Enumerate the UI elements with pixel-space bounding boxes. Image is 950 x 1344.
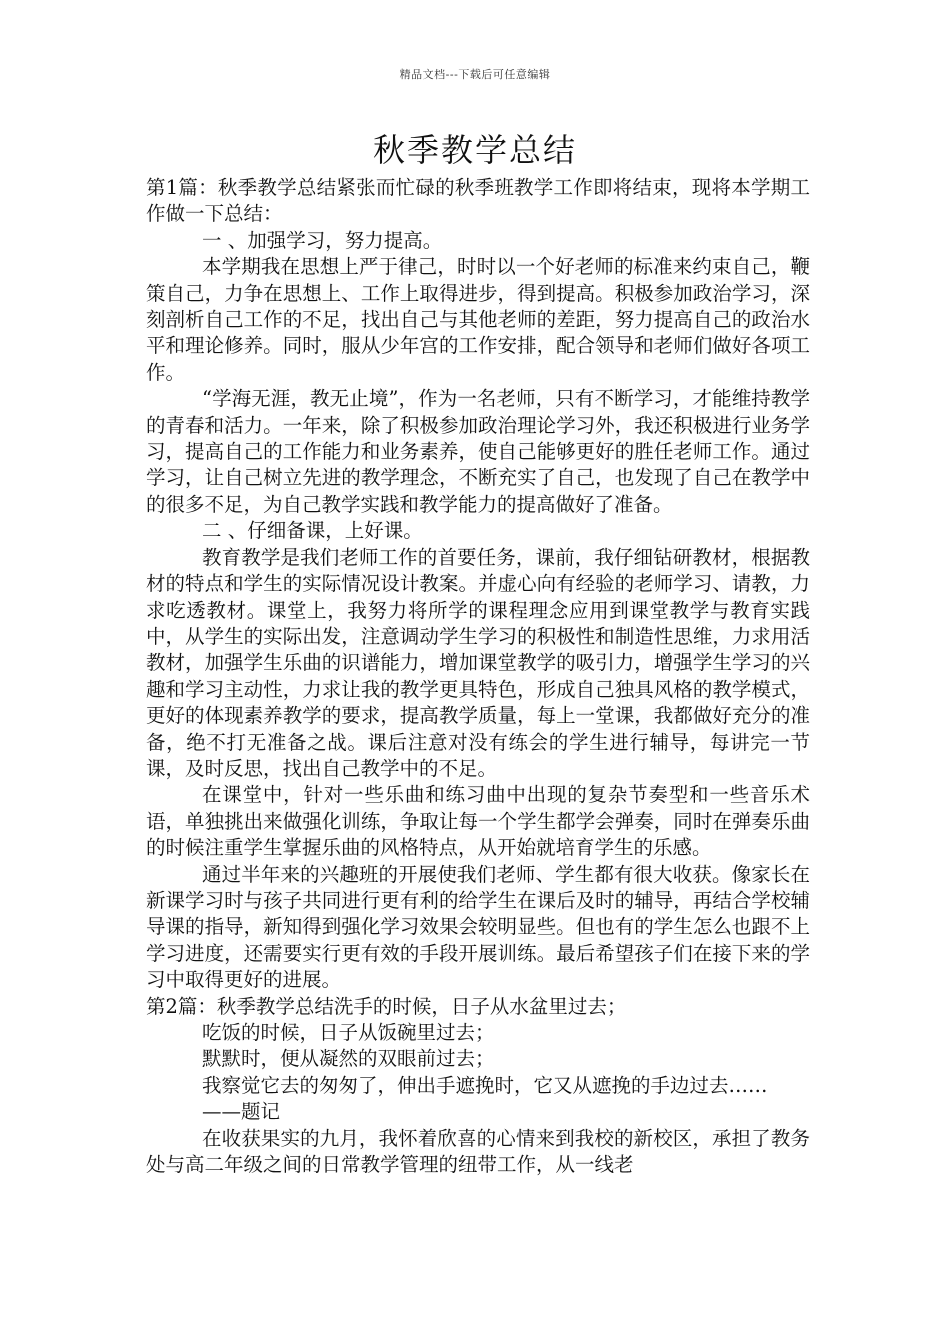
section-heading: 一 、加强学习，努力提高。 xyxy=(202,228,443,252)
paragraph: 通过半年来的兴趣班的开展使我们老师、学生都有很大收获。像家长在新课学习时与孩子共同进行更有利的给学生在课后及时的辅导，再结合学校辅导课的指导，新知得到强化学习效果会较明显些。但也有的学生怎么也跟不上学习进度，还需要实行更有效的手段开展训练。最后希望孩子们在接下来的学习中取得更好的进展。 xyxy=(146,862,810,992)
paragraph: 吃饭的时候，日子从饭碗里过去； xyxy=(202,1021,495,1044)
epigraph-attribution: ——题记 xyxy=(202,1100,281,1124)
paragraph: 在课堂中，针对一些乐曲和练习曲中出现的复杂节奏型和一些音乐术语，单独挑出来做强化训练，争取让每一个学生都学会弹奏，同时在弹奏乐曲的时候注重学生掌握乐曲的风格特点，从开始就培育学生的乐感。 xyxy=(146,783,810,860)
paragraph: 第2篇：秋季教学总结洗手的时候，日子从水盆里过去； xyxy=(146,994,627,1018)
section-heading: 二 、仔细备课，上好课。 xyxy=(202,519,423,543)
paragraph: 默默时，便从凝然的双眼前过去； xyxy=(202,1047,495,1071)
document-body xyxy=(146,175,810,1178)
paragraph: “学海无涯，教无止境”，作为一名老师，只有不断学习，才能维持教学的青春和活力。一年来，除了积极参加政治理论学习外，我还积极进行业务学习，提高自己的工作能力和业务素养，使自己能够更好的胜任老师工作。通过学习，让自己树立先进的教学理念，不断充实了自己，也发现了自己在教学中的很多不足，为自己教学实践和教学能力的提高做好了准备。 xyxy=(146,387,810,516)
paragraph: 我察觉它去的匆匆了，伸出手遮挽时，它又从遮挽的手边过去…… xyxy=(202,1073,768,1097)
document-title: 秋季教学总结 xyxy=(372,131,577,169)
document-header-note: 精品文档---下载后可任意编辑 xyxy=(399,68,551,81)
paragraph: 教育教学是我们老师工作的首要任务，课前，我仔细钻研教材，根据教材的特点和学生的实际情况设计教案。并虚心向有经验的老师学习、请教，力求吃透教材。课堂上，我努力将所学的课程理念应用到课堂教学与教育实践中，从学生的实际出发，注意调动学生学习的积极性和制造性思维，力求用活教材，加强学生乐曲的识谱能力，增加课堂教学的吸引力，增强学生学习的兴趣和学习主动性，力求让我的教学更具特色，形成自己独具风格的教学模式，更好的体现素养教学的要求，提高教学质量，每上一堂课，我都做好充分的准备，绝不打无准备之战。课后注意对没有练会的学生进行辅导，每讲完一节课，及时反思，找出自己教学中的不足。 xyxy=(146,545,810,780)
paragraph: 在收获果实的九月，我怀着欣喜的心情来到我校的新校区，承担了教务处与高二年级之间的日常教学管理的纽带工作，从一线老 xyxy=(146,1126,810,1177)
paragraph: 第1篇：秋季教学总结紧张而忙碌的秋季班教学工作即将结束，现将本学期工作做一下总结： xyxy=(146,176,810,226)
paragraph: 本学期我在思想上严于律己，时时以一个好老师的标准来约束自己，鞭策自己，力争在思想上、工作上取得进步，得到提高。积极参加政治学习，深刻剖析自己工作的不足，找出自己与其他老师的差距，努力提高自己的政治水平和理论修养。同时，服从少年宫的工作安排，配合领导和老师们做好各项工作。 xyxy=(146,255,810,384)
